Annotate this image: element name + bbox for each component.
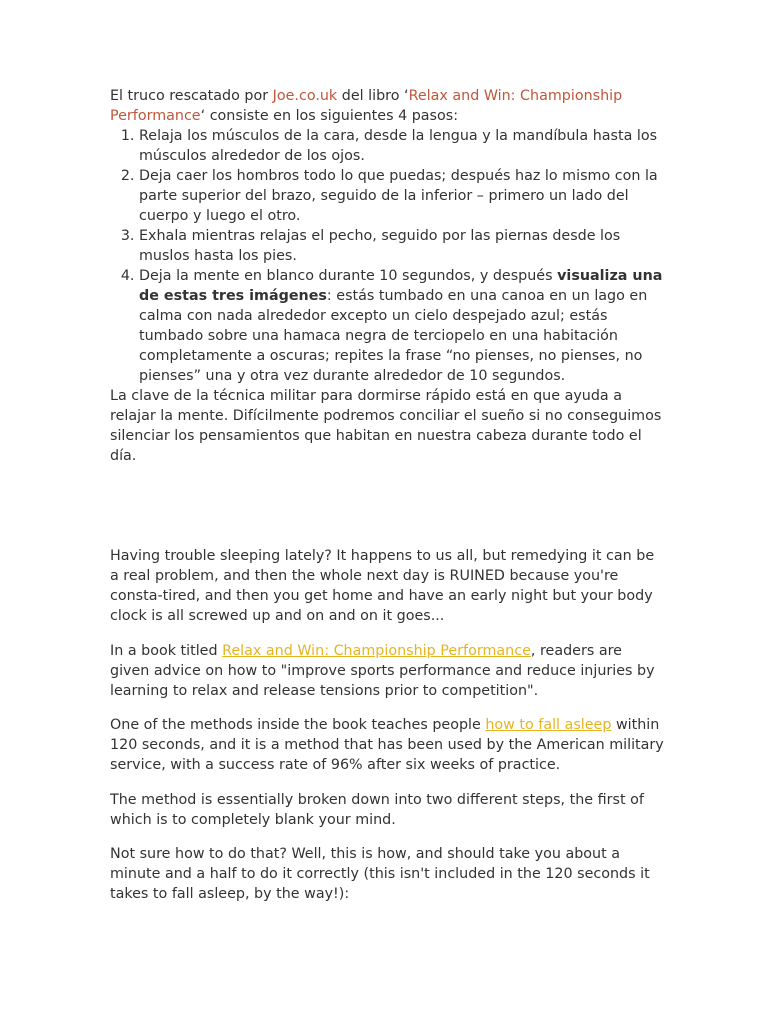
book-title-link[interactable]: Relax and Win: Championship Performance: [110, 88, 623, 124]
english-paragraph-5: Not sure how to do that? Well, this is how, and should take you about a minute and a half to do it correctly (this isn't included in the 120 seconds it takes to fall asleep, by the way!):: [110, 846, 650, 902]
step-item-2: 2. Deja caer los hombros todo lo que puedas; después haz lo mismo con la parte superior del brazo, seguido de la inferior – primero un lado del cuerpo y luego el otro.: [139, 166, 665, 226]
p3-text-2: within 120 seconds, and it is a method that has been used by the American military service, with a success rate of 96% after six weeks of practice.: [110, 717, 664, 773]
p2-text-2: , readers are given advice on how to "improve sports performance and reduce injuries by learning to relax and release tensions prior to competition".: [110, 642, 655, 699]
step-item-1: 1. Relaja los músculos de la cara, desde la lengua y la mandíbula hasta los músculos alrededor de los ojos.: [139, 126, 665, 166]
steps-list: [110, 126, 665, 386]
step-item-4: [139, 266, 665, 386]
intro-text-2: del libro ‘: [337, 88, 409, 104]
joe-co-uk-link[interactable]: Joe.co.uk: [272, 88, 338, 104]
spanish-section: [110, 86, 665, 466]
english-paragraph-4: The method is essentially broken down into two different steps, the first of which is to completely blank your mind.: [110, 791, 644, 828]
step-item-3: 3. Exhala mientras relajas el pecho, seguido por las piernas desde los muslos hasta los pies.: [139, 226, 665, 266]
book-link[interactable]: Relax and Win: Championship Performance: [222, 642, 531, 659]
p2-text-1: In a book titled: [110, 642, 223, 659]
spanish-intro: [110, 86, 665, 126]
spanish-closing: La clave de la técnica militar para dormirse rápido está en que ayuda a relajar la mente. Difícilmente podremos conciliar el sueño si no conseguimos silenciar los pensamientos que habitan en nuestra cabeza durante todo el día.: [110, 388, 662, 464]
step4-text-2: : estás tumbado en una canoa en un lago en calma con nada alrededor excepto un cielo despejado azul; estás tumbado sobre una hamaca negra de terciopelo en una habitación completamente a oscuras; repites la frase “no pienses, no pienses, no pienses” una y otra vez durante alrededor de 10 segundos.: [139, 288, 648, 384]
p3-text-1: One of the methods inside the book teaches people: [110, 717, 486, 733]
english-section: [110, 546, 665, 919]
english-paragraph-3: [110, 715, 665, 775]
english-paragraph-1: Having trouble sleeping lately? It happens to us all, but remedying it can be a real problem, and then the whole next day is RUINED because you're consta-tired, and then you get home and have an early night but your body clock is all screwed up and on and on it goes...: [110, 548, 655, 624]
step4-text-1: Deja la mente en blanco durante 10 segundos, y después: [139, 268, 558, 284]
english-paragraph-2: [110, 641, 665, 701]
fall-asleep-link[interactable]: how to fall asleep: [485, 717, 612, 733]
intro-text-1: El truco rescatado por: [110, 88, 273, 104]
step4-bold: visualiza una de estas tres imágenes: [139, 268, 663, 304]
intro-text-3: ‘ consiste en los siguientes 4 pasos:: [200, 108, 459, 124]
